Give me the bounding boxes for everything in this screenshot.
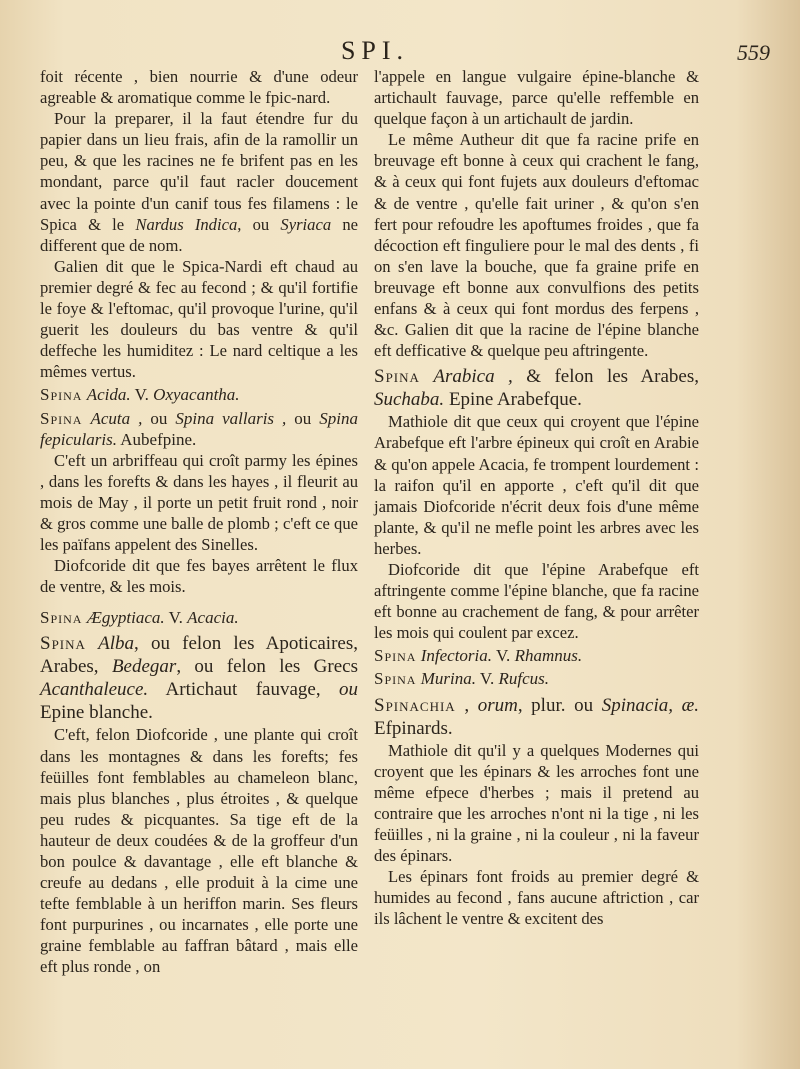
entry-heading: Spina Alba, ou felon les Apoticaires, Arabes, Bedegar, ou felon les Grecs Acanthaleuce. Artichaut fauvage, ou Epine blanche.	[40, 633, 358, 724]
paragraph: Les épinars font froids au premier degré & humides au fecond , fans aucune aftriction , car ils lâchent le ventre & excitent des	[374, 867, 699, 929]
entry-heading: Spina Murina. V. Rufcus.	[374, 669, 550, 689]
left-column	[40, 66, 358, 978]
entry-heading: Spina Arabica , & felon les Arabes, Suchaba. Epine Arabefque.	[374, 366, 700, 411]
paragraph: Galien dit que le Spica-Nardi eft chaud au premier degré & fec au fecond ; & qu'il fortifie le foye & l'eftomac, qu'il provoque l'urine, qu'il guerit les douleurs du bas ventre & qu'il deffeche les humiditez : Le nard celtique a les mêmes vertus.	[40, 256, 358, 382]
entry-heading: Spina Infectoria. V. Rhamnus.	[374, 646, 583, 666]
paragraph: Diofcoride dit que l'épine Arabefque eft aftringente comme l'épine blanche, que fa racine eft bonne au crachement de fang, & pour arrêter les mois qui coulent par excez.	[374, 559, 699, 643]
paragraph: l'appele en langue vulgaire épine-blanche & artichault fauvage, parce qu'elle reffemble en quelque façon à un artichault de jardin.	[374, 67, 699, 129]
entry-heading: Spina Ægyptiaca. V. Acacia.	[40, 608, 239, 628]
paragraph: Mathiole dit que ceux qui croyent que l'épine Arabefque eft l'arbre épineux qui croît en Arabie & qu'on appele Acacia, fe trompent lourdement : la raifon qu'il en apporte , c'eft qu'il dit que jamais Diofcoride n'écrit deux fois d'une même plante, & qu'il ne mefle point les arbres avec les herbes.	[374, 412, 699, 558]
entry-heading: Spina Acuta , ou Spina vallaris , ou Spina fepicularis. Aubefpine.	[40, 408, 359, 449]
running-head: SPI.	[340, 36, 410, 65]
paragraph: C'eft un arbriffeau qui croît parmy les épines , dans les forefts & dans les hayes , il fleurit au mois de May , il porte un petit fruit rond , noir & gros comme une balle de plomb ; c'eft ce que les païfans appelent des Sinelles.	[40, 450, 358, 555]
paragraph: Le même Autheur dit que fa racine prife en breuvage eft bonne à ceux qui crachent le fang, & à ceux qui font fujets aux douleurs d'eftomac & de ventre , qu'elle fait uriner , & qu'on s'en fert pour refoudre les apoftumes froides , que fa décoction eft finguliere pour le mal des dents , fi on s'en lave la bouche, que fa graine prife en breuvage eft bonne aux convulfions des petits enfans & à ceux qui font mordus des ferpens , &c. Galien dit que la racine de l'épine blanche eft defficative & quelque peu aftringente.	[374, 130, 699, 361]
page-number: 559	[737, 40, 770, 65]
entry-heading: Spinachia , orum, plur. ou Spinacia, æ. Efpinards.	[374, 694, 700, 739]
paragraph: foit récente , bien nourrie & d'une odeur agreable & aromatique comme le fpic-nard.	[40, 67, 358, 108]
right-column	[374, 66, 699, 929]
paragraph: Pour la preparer, il la faut étendre fur du papier dans un lieu frais, afin de la ramollir un peu, & que les racines ne fe brifent pas en les mondant, parce qu'il faut racler doucement avec la pointe d'un canif tous fes filamens : le Spica & le Nardus Indica, ou Syriaca ne different que de nom.	[40, 109, 359, 255]
paragraph: Diofcoride dit que fes bayes arrêtent le flux de ventre, & les mois.	[40, 556, 358, 597]
entry-heading: Spina Acida. V. Oxyacantha.	[40, 385, 240, 405]
paragraph: C'eft, felon Diofcoride , une plante qui croît dans les montagnes & dans les forefts; fes feüilles font femblables au chameleon blanc, mais plus blanches , plus étroites , & quelque peu rudes & picquantes. Sa tige eft de la hauteur de deux coudées & de la groffeur d'un bon poulce & davantage , elle eft blanche & creufe au dedans , elle produit à la cime une tefte femblable à un heriffon marin. Ses fleurs font purpurines , ou incarnates , elle porte une graine femblable au faffran bâtard , mais elle eft plus ronde , on	[40, 725, 358, 977]
paragraph: Mathiole dit qu'il y a quelques Modernes qui croyent que les épinars & les arroches font une même efpece d'herbes ; mais il pretend au contraire que les arroches n'ont ni la tige , ni les feüilles , ni la graine , ni la couleur , ni la faveur des épinars.	[374, 740, 699, 865]
